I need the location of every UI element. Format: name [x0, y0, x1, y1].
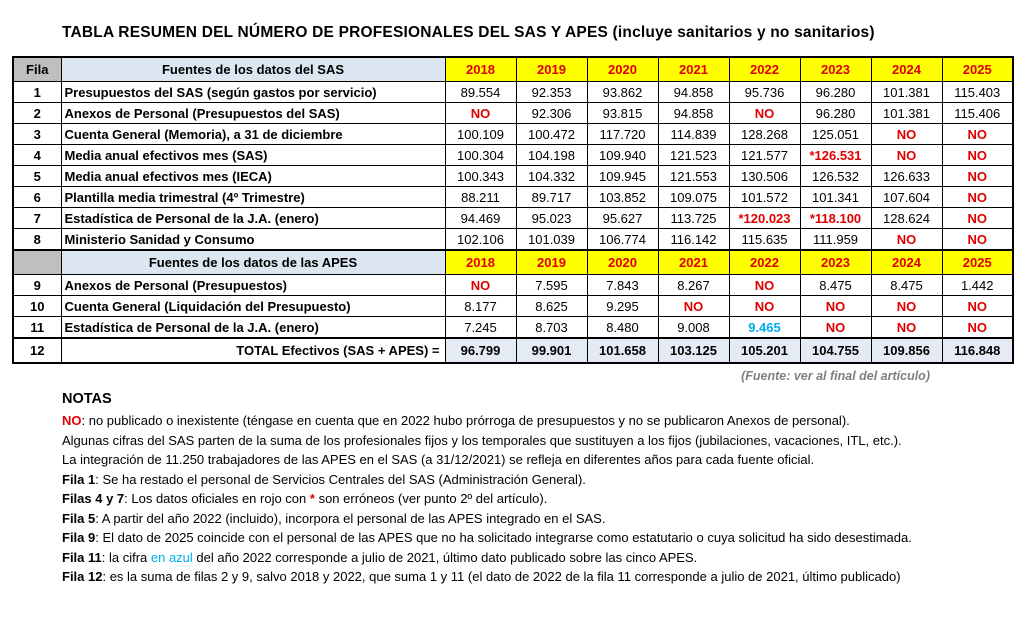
- note-segment: : Se ha restado el personal de Servicios Centrales del SAS (Administración General).: [95, 471, 586, 487]
- note-segment: La integración de 11.250 trabajadores de las APES en el SAS (a 31/12/2021) se refleja en diferentes años para cada fuente oficial.: [62, 452, 815, 467]
- value-cell: 9.295: [587, 296, 658, 317]
- value-cell: NO: [445, 275, 516, 296]
- note-segment: NO: [62, 413, 82, 428]
- value-cell: 103.852: [587, 187, 658, 208]
- value-cell: 128.268: [729, 124, 800, 145]
- note-segment: Fila 5: [62, 510, 96, 526]
- row-label-cell: Cuenta General (Memoria), a 31 de diciembre: [61, 124, 445, 145]
- value-cell: 8.475: [800, 275, 871, 296]
- value-cell: 100.304: [445, 145, 516, 166]
- value-cell: NO: [942, 166, 1013, 187]
- value-cell: 92.353: [516, 82, 587, 103]
- value-cell: NO: [942, 229, 1013, 251]
- value-cell: 109.075: [658, 187, 729, 208]
- value-cell: 121.577: [729, 145, 800, 166]
- note-line: [62, 548, 1024, 568]
- row-number-cell: 3: [13, 124, 61, 145]
- value-cell: *118.100: [800, 208, 871, 229]
- year-header-cell: 2024: [871, 57, 942, 82]
- value-cell: 96.280: [800, 82, 871, 103]
- value-cell: NO: [871, 317, 942, 339]
- summary-table: [12, 56, 1014, 364]
- value-cell: 103.125: [658, 338, 729, 363]
- value-cell: NO: [729, 103, 800, 124]
- row-label-cell: Cuenta General (Liquidación del Presupuesto): [61, 296, 445, 317]
- note-segment: Filas 4 y 7: [62, 491, 125, 506]
- note-segment: Fila 1: [62, 471, 96, 487]
- note-segment: : El dato de 2025 coincide con el personal de las APES que no ha solicitado integrarse como estatutario o cuya solicitud ha sido desestimada.: [95, 530, 912, 545]
- table-row: [13, 317, 1013, 339]
- value-cell: 100.109: [445, 124, 516, 145]
- value-cell: *126.531: [800, 145, 871, 166]
- value-cell: NO: [729, 296, 800, 317]
- year-header-cell: 2020: [587, 250, 658, 275]
- value-cell: 9.008: [658, 317, 729, 339]
- year-header-cell: 2021: [658, 57, 729, 82]
- value-cell: 115.635: [729, 229, 800, 251]
- note-line: [62, 567, 1024, 587]
- value-cell: 126.633: [871, 166, 942, 187]
- year-header-cell: 2024: [871, 250, 942, 275]
- value-cell: 89.554: [445, 82, 516, 103]
- value-cell: 128.624: [871, 208, 942, 229]
- value-cell: 96.799: [445, 338, 516, 363]
- section-header-cell: Fuentes de los datos de las APES: [61, 250, 445, 275]
- row-label-cell: Anexos de Personal (Presupuestos del SAS): [61, 103, 445, 124]
- value-cell: 101.341: [800, 187, 871, 208]
- page-title: TABLA RESUMEN DEL NÚMERO DE PROFESIONALES DEL SAS Y APES (incluye sanitarios y no sanitarios): [62, 24, 875, 41]
- value-cell: NO: [942, 145, 1013, 166]
- value-cell: 94.858: [658, 82, 729, 103]
- note-segment: del año 2022 corresponde a julio de 2021, último dato publicado sobre las cinco APES.: [192, 549, 698, 565]
- table-row: [13, 338, 1013, 363]
- value-cell: 101.381: [871, 82, 942, 103]
- year-header-cell: 2018: [445, 57, 516, 82]
- value-cell: 111.959: [800, 229, 871, 251]
- note-segment: : la cifra: [101, 549, 151, 565]
- note-segment: Algunas cifras del SAS parten de la suma de los profesionales fijos y los temporales que sustituyen a los fijos (jubilaciones, vacaciones, ITL, etc.).: [62, 432, 902, 448]
- value-cell: 96.280: [800, 103, 871, 124]
- row-label-cell: Ministerio Sanidad y Consumo: [61, 229, 445, 251]
- header-row: [13, 57, 1013, 82]
- table-row: [13, 208, 1013, 229]
- year-header-cell: 2022: [729, 250, 800, 275]
- table-row: [13, 187, 1013, 208]
- note-segment: Fila 11: [62, 549, 102, 565]
- value-cell: 116.142: [658, 229, 729, 251]
- value-cell: 115.406: [942, 103, 1013, 124]
- year-header-cell: 2022: [729, 57, 800, 82]
- value-cell: 101.572: [729, 187, 800, 208]
- table-row: [13, 229, 1013, 251]
- note-segment: *: [309, 491, 315, 506]
- note-segment: : Los datos oficiales en rojo con: [124, 491, 310, 506]
- value-cell: 7.595: [516, 275, 587, 296]
- value-cell: 95.023: [516, 208, 587, 229]
- value-cell: NO: [800, 317, 871, 339]
- row-label-cell: TOTAL Efectivos (SAS + APES) =: [61, 338, 445, 363]
- value-cell: 100.343: [445, 166, 516, 187]
- row-label-cell: Presupuestos del SAS (según gastos por servicio): [61, 82, 445, 103]
- table-row: [13, 145, 1013, 166]
- value-cell: 117.720: [587, 124, 658, 145]
- value-cell: 121.553: [658, 166, 729, 187]
- value-cell: 94.858: [658, 103, 729, 124]
- row-label-cell: Media anual efectivos mes (SAS): [61, 145, 445, 166]
- year-header-cell: 2021: [658, 250, 729, 275]
- fila-header-cell: [13, 250, 61, 275]
- row-label-cell: Media anual efectivos mes (IECA): [61, 166, 445, 187]
- value-cell: 104.332: [516, 166, 587, 187]
- value-cell: 95.627: [587, 208, 658, 229]
- value-cell: 8.177: [445, 296, 516, 317]
- value-cell: NO: [658, 296, 729, 317]
- value-cell: 8.703: [516, 317, 587, 339]
- value-cell: 101.381: [871, 103, 942, 124]
- value-cell: 95.736: [729, 82, 800, 103]
- value-cell: 105.201: [729, 338, 800, 363]
- table-row: [13, 275, 1013, 296]
- note-segment: : no publicado o inexistente (téngase en cuenta que en 2022 hubo prórroga de presupuestos y no se publicaron Anexos de personal).: [81, 413, 850, 428]
- value-cell: NO: [942, 187, 1013, 208]
- row-number-cell: 9: [13, 275, 61, 296]
- note-line: [62, 470, 1024, 490]
- note-line: [62, 411, 1024, 431]
- notes-lines: [62, 411, 1024, 587]
- value-cell: NO: [871, 145, 942, 166]
- value-cell: NO: [942, 317, 1013, 339]
- year-header-cell: 2025: [942, 57, 1013, 82]
- row-number-cell: 4: [13, 145, 61, 166]
- value-cell: NO: [871, 229, 942, 251]
- value-cell: 8.480: [587, 317, 658, 339]
- section-header-cell: Fuentes de los datos del SAS: [61, 57, 445, 82]
- table-row: [13, 124, 1013, 145]
- value-cell: 8.475: [871, 275, 942, 296]
- value-cell: NO: [942, 124, 1013, 145]
- table-row: [13, 296, 1013, 317]
- value-cell: 93.862: [587, 82, 658, 103]
- table-row: [13, 166, 1013, 187]
- year-header-cell: 2023: [800, 250, 871, 275]
- value-cell: 101.658: [587, 338, 658, 363]
- value-cell: 93.815: [587, 103, 658, 124]
- value-cell: 121.523: [658, 145, 729, 166]
- row-label-cell: Estadística de Personal de la J.A. (enero): [61, 317, 445, 339]
- value-cell: 94.469: [445, 208, 516, 229]
- value-cell: *120.023: [729, 208, 800, 229]
- note-line: [62, 509, 1024, 529]
- note-line: [62, 489, 1024, 509]
- value-cell: 101.039: [516, 229, 587, 251]
- row-label-cell: Estadística de Personal de la J.A. (enero): [61, 208, 445, 229]
- row-number-cell: 5: [13, 166, 61, 187]
- value-cell: 102.106: [445, 229, 516, 251]
- note-segment: en azul: [150, 549, 193, 565]
- notes-title: NOTAS: [62, 391, 112, 407]
- value-cell: 109.940: [587, 145, 658, 166]
- value-cell: NO: [445, 103, 516, 124]
- value-cell: NO: [942, 296, 1013, 317]
- year-header-cell: 2019: [516, 57, 587, 82]
- value-cell: 107.604: [871, 187, 942, 208]
- value-cell: 114.839: [658, 124, 729, 145]
- year-header-cell: 2018: [445, 250, 516, 275]
- row-number-cell: 11: [13, 317, 61, 339]
- value-cell: 9.465: [729, 317, 800, 339]
- value-cell: 7.245: [445, 317, 516, 339]
- year-header-cell: 2019: [516, 250, 587, 275]
- year-header-cell: 2023: [800, 57, 871, 82]
- value-cell: 113.725: [658, 208, 729, 229]
- value-cell: 88.211: [445, 187, 516, 208]
- value-cell: 100.472: [516, 124, 587, 145]
- value-cell: 126.532: [800, 166, 871, 187]
- value-cell: 8.267: [658, 275, 729, 296]
- value-cell: 104.198: [516, 145, 587, 166]
- row-number-cell: 6: [13, 187, 61, 208]
- note-segment: son erróneos (ver punto 2º del artículo).: [314, 491, 548, 506]
- value-cell: NO: [800, 296, 871, 317]
- value-cell: 106.774: [587, 229, 658, 251]
- row-number-cell: 8: [13, 229, 61, 251]
- note-segment: Fila 9: [62, 530, 96, 545]
- value-cell: NO: [871, 296, 942, 317]
- value-cell: 125.051: [800, 124, 871, 145]
- note-line: [62, 431, 1024, 451]
- header-row: [13, 250, 1013, 275]
- value-cell: 115.403: [942, 82, 1013, 103]
- row-number-cell: 7: [13, 208, 61, 229]
- row-number-cell: 12: [13, 338, 61, 363]
- value-cell: 109.856: [871, 338, 942, 363]
- value-cell: NO: [871, 124, 942, 145]
- row-number-cell: 1: [13, 82, 61, 103]
- value-cell: NO: [942, 208, 1013, 229]
- value-cell: 104.755: [800, 338, 871, 363]
- year-header-cell: 2020: [587, 57, 658, 82]
- note-line: [62, 528, 1024, 548]
- row-number-cell: 2: [13, 103, 61, 124]
- value-cell: 8.625: [516, 296, 587, 317]
- row-label-cell: Anexos de Personal (Presupuestos): [61, 275, 445, 296]
- value-cell: 99.901: [516, 338, 587, 363]
- table-row: [13, 82, 1013, 103]
- value-cell: 7.843: [587, 275, 658, 296]
- note-line: [62, 450, 1024, 470]
- source-note: (Fuente: ver al final del artículo): [741, 369, 930, 383]
- value-cell: 109.945: [587, 166, 658, 187]
- row-label-cell: Plantilla media trimestral (4º Trimestre): [61, 187, 445, 208]
- row-number-cell: 10: [13, 296, 61, 317]
- value-cell: 89.717: [516, 187, 587, 208]
- notes-section: [62, 391, 1024, 587]
- value-cell: 116.848: [942, 338, 1013, 363]
- value-cell: 1.442: [942, 275, 1013, 296]
- year-header-cell: 2025: [942, 250, 1013, 275]
- note-segment: : A partir del año 2022 (incluido), incorpora el personal de las APES integrado en el SAS.: [95, 510, 606, 526]
- value-cell: NO: [729, 275, 800, 296]
- table-row: [13, 103, 1013, 124]
- fila-header-cell: Fila: [13, 57, 61, 82]
- value-cell: 92.306: [516, 103, 587, 124]
- note-segment: : es la suma de filas 2 y 9, salvo 2018 y 2022, que suma 1 y 11 (el dato de 2022 de la fila 11 corresponde a julio de 2021, último publicado): [102, 569, 901, 584]
- value-cell: 130.506: [729, 166, 800, 187]
- note-segment: Fila 12: [62, 569, 103, 584]
